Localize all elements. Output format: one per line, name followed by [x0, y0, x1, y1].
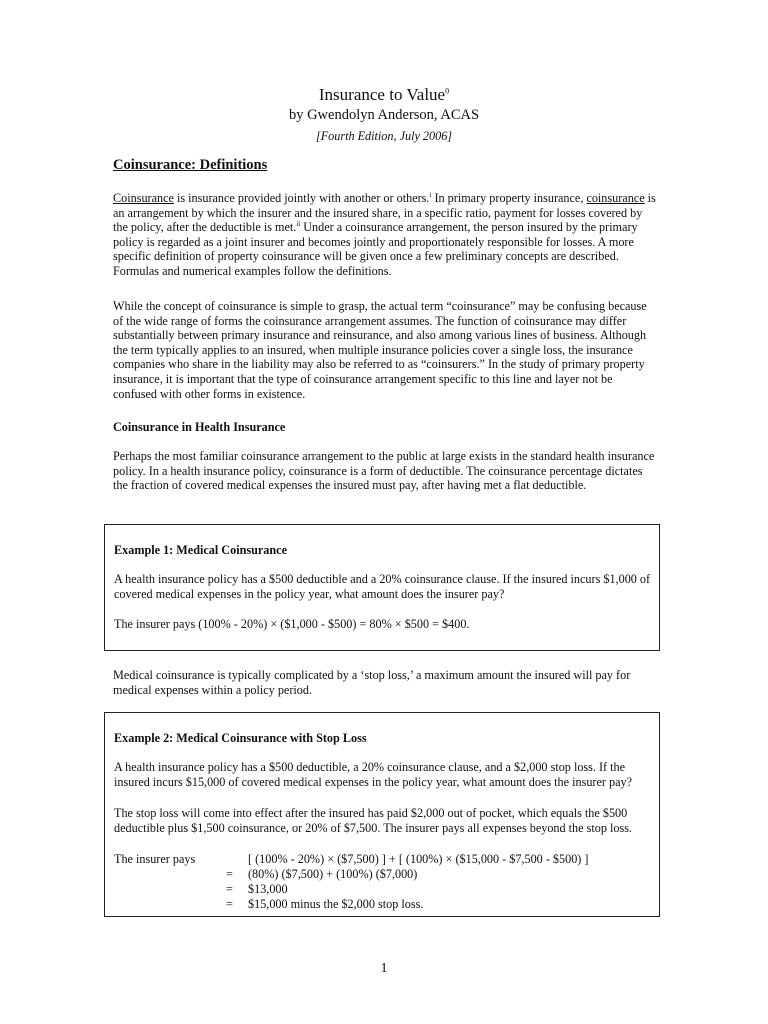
calc-equals: = — [226, 897, 233, 911]
example-1-title: Example 1: Medical Coinsurance — [114, 543, 287, 557]
example-1-answer: The insurer pays (100% - 20%) × ($1,000 - $500) = 80% × $500 = $400. — [114, 617, 470, 631]
paragraph-health-insurance: Perhaps the most familiar coinsurance arrangement to the public at large exists in the standard health insurance policy. In a health insurance policy, coinsurance is a form of deductible. The coinsurance percentage dictates the fraction of covered medical expenses the insured must pay, after having met a flat deductible. — [113, 449, 655, 493]
calc-label: The insurer pays — [114, 852, 196, 866]
calc-expression: $15,000 minus the $2,000 stop loss. — [248, 897, 424, 911]
term-coinsurance: Coinsurance — [113, 191, 174, 205]
para1-text-3: is an arrangement by which the insurer and the insured share, in a specific ratio, payment for losses covered by the policy, after the deductible is met. — [113, 191, 656, 235]
calc-expression: (80%) ($7,500) + (100%) ($7,000) — [248, 867, 418, 881]
para1-text-1: is insurance provided jointly with another or others. — [173, 191, 430, 205]
section-heading: Coinsurance: Definitions — [113, 157, 268, 173]
para1-text-2: In primary property insurance, — [431, 191, 587, 205]
example-2-title: Example 2: Medical Coinsurance with Stop Loss — [114, 731, 367, 745]
example-2-explanation: The stop loss will come into effect after the insured has paid $2,000 out of pocket, which equals the $500 deductible plus $1,500 coinsurance, or 20% of $7,500. The insurer pays all expenses beyond the stop loss. — [114, 806, 632, 835]
document-edition: [Fourth Edition, July 2006] — [315, 129, 453, 143]
calc-equals: = — [226, 882, 233, 896]
footnote-marker-ii: ii — [296, 220, 301, 229]
example-1-question: A health insurance policy has a $500 deductible and a 20% coinsurance clause. If the insured incurs $1,000 of covered medical expenses in the policy year, what amount does the insurer pay? — [114, 572, 651, 601]
calc-expression: $13,000 — [248, 882, 288, 896]
example-2-question: A health insurance policy has a $500 deductible, a 20% coinsurance clause, and a $2,000 stop loss. If the insured incurs $15,000 of covered medical expenses in the policy year, what amount does the insurer pay? — [114, 760, 632, 789]
document-title — [0, 85, 768, 105]
title-footnote-marker: 0 — [445, 86, 450, 96]
document-author: by Gwendolyn Anderson, ACAS — [288, 107, 480, 123]
para1-text-4: Under a coinsurance arrangement, the person insured by the primary policy is regarded as a joint insurer and becomes jointly and proportionately responsible for losses. A more specific definition of property coinsurance will be given once a few preliminary concepts are described. Formulas and numerical examples follow the definitions. — [113, 220, 638, 278]
calc-equals: = — [226, 867, 233, 881]
footnote-marker-i: i — [429, 190, 432, 199]
calc-expression: [ (100% - 20%) × ($7,500) ] + [ (100%) × ($15,000 - $7,500 - $500) ] — [248, 852, 589, 866]
term-coinsurance-2: coinsurance — [586, 191, 645, 205]
paragraph-coinsurance-definition — [113, 191, 658, 279]
page-number: 1 — [380, 961, 388, 976]
subheading-health-insurance: Coinsurance in Health Insurance — [113, 420, 286, 434]
example-1-box — [104, 524, 660, 651]
paragraph-coinsurance-concept: While the concept of coinsurance is simple to grasp, the actual term “coinsurance” may be confusing because of the wide range of forms the coinsurance arrangement assumes. The function of coinsurance may differ substantially between primary insurance and reinsurance, and also among various lines of business. Although the term typically applies to an insured, when multiple insurance policies cover a single loss, the insurance companies who share in the liability may also be referred to as “coinsurers.” In the study of primary property insurance, it is important that the type of coinsurance arrangement specific to this line and layer not be confused with other forms in existence. — [113, 299, 647, 401]
paragraph-stop-loss: Medical coinsurance is typically complicated by a ‘stop loss,’ a maximum amount the insured will pay for medical expenses within a policy period. — [113, 668, 631, 697]
example-2-box — [104, 712, 660, 917]
title-text: Insurance to Value — [318, 85, 446, 104]
